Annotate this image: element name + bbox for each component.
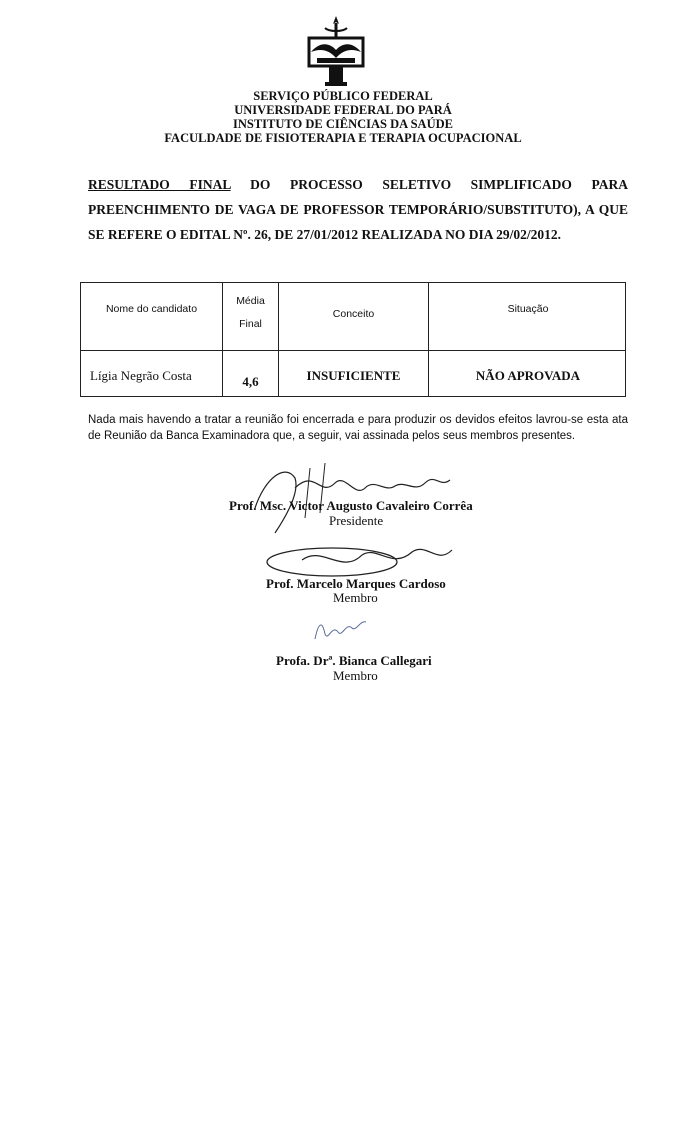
signature-scribble	[310, 614, 370, 644]
header-media-line2: Final	[239, 318, 262, 330]
title-underlined: RESULTADO FINAL	[88, 177, 231, 192]
cell-media: 4,6	[242, 374, 259, 389]
signature-role-1: Presidente	[329, 513, 384, 528]
header-conceito: Conceito	[332, 308, 375, 320]
header-situacao: Situação	[507, 303, 549, 315]
result-table	[80, 282, 626, 397]
header-name: Nome do candidato	[105, 303, 198, 315]
cell-situacao: NÃO APROVADA	[475, 368, 581, 383]
university-crest-icon	[305, 14, 367, 90]
header-line-3: INSTITUTO DE CIÊNCIAS DA SAÚDE	[233, 117, 453, 131]
header-media-line1: Média	[236, 295, 265, 307]
signature-role-3: Membro	[333, 668, 378, 683]
header-line-1: SERVIÇO PÚBLICO FEDERAL	[253, 89, 433, 103]
title-rest: DO PROCESSO SELETIVO SIMPLIFICADO PARA PREENCHIMENTO DE VAGA DE PROFESSOR TEMPORÁRIO/SUBSTITUTO), A QUE SE REFERE O EDITAL Nº. 26, DE 27/01/2012 REALIZADA NO DIA 29/02/2012.	[88, 177, 628, 242]
closing-paragraph: Nada mais havendo a tratar a reunião foi encerrada e para produzir os devidos efeitos lavrou-se esta ata de Reunião da Banca Examinadora que, a seguir, vai assinada pelos seus membros presentes.	[88, 414, 628, 442]
document-title	[88, 172, 628, 247]
signature-role-2: Membro	[333, 590, 378, 605]
header-line-2: UNIVERSIDADE FEDERAL DO PARÁ	[234, 103, 452, 117]
cell-conceito: INSUFICIENTE	[306, 368, 401, 383]
signature-name-3: Profa. Drª. Bianca Callegari	[276, 653, 432, 668]
cell-name: Lígia Negrão Costa	[90, 368, 192, 383]
header-line-4: FACULDADE DE FISIOTERAPIA E TERAPIA OCUPACIONAL	[164, 131, 522, 145]
signature-name-2: Prof. Marcelo Marques Cardoso	[266, 576, 446, 591]
signature-name-1: Prof. Msc. Victor Augusto Cavaleiro Corrêa	[229, 498, 473, 513]
